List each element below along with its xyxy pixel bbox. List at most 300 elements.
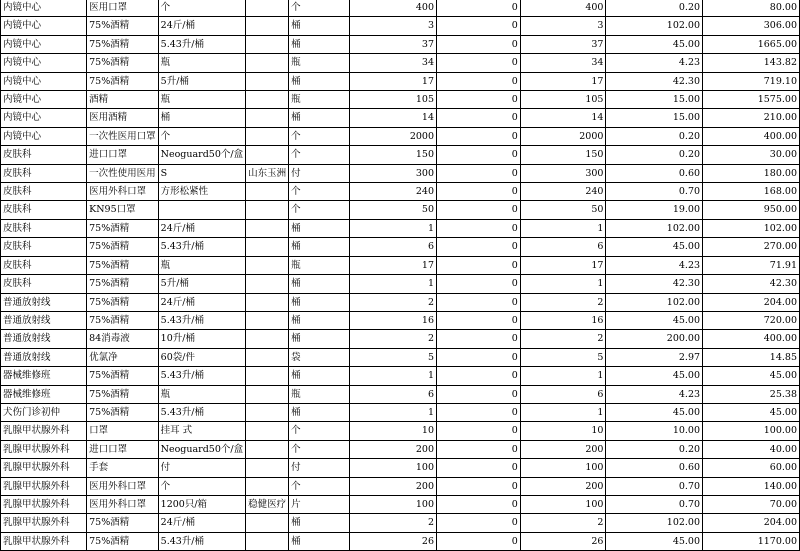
cell-quantity-out[interactable]: 0	[437, 0, 521, 17]
cell-department[interactable]: 乳腺甲状腺外科	[1, 532, 87, 550]
cell-quantity-in[interactable]: 200	[350, 477, 437, 495]
cell-unit[interactable]: 个	[289, 440, 350, 458]
cell-amount[interactable]: 719.10	[703, 72, 800, 90]
cell-quantity-out[interactable]: 0	[437, 403, 521, 421]
table-row[interactable]	[1, 109, 800, 127]
cell-supplier[interactable]	[246, 440, 289, 458]
cell-balance[interactable]: 200	[520, 477, 606, 495]
cell-item-name[interactable]: 75%酒精	[87, 514, 159, 532]
cell-unit-price[interactable]: 0.70	[606, 495, 703, 513]
cell-spec[interactable]: Neoguard50个/盒	[158, 440, 245, 458]
cell-department[interactable]: 器械维修班	[1, 385, 87, 403]
cell-supplier[interactable]	[246, 385, 289, 403]
cell-unit[interactable]: 个	[289, 183, 350, 201]
cell-balance[interactable]: 2000	[520, 127, 606, 145]
cell-spec[interactable]: 瓶	[158, 54, 245, 72]
cell-amount[interactable]: 1665.00	[703, 35, 800, 53]
cell-unit-price[interactable]: 45.00	[606, 311, 703, 329]
cell-balance[interactable]: 200	[520, 440, 606, 458]
cell-unit-price[interactable]: 42.30	[606, 275, 703, 293]
cell-quantity-out[interactable]: 0	[437, 183, 521, 201]
cell-supplier[interactable]	[246, 293, 289, 311]
cell-amount[interactable]: 25.38	[703, 385, 800, 403]
cell-unit[interactable]: 付	[289, 164, 350, 182]
cell-unit-price[interactable]: 45.00	[606, 35, 703, 53]
cell-unit-price[interactable]: 45.00	[606, 532, 703, 550]
cell-balance[interactable]: 34	[520, 54, 606, 72]
cell-amount[interactable]: 70.00	[703, 495, 800, 513]
cell-amount[interactable]: 143.82	[703, 54, 800, 72]
table-row[interactable]	[1, 127, 800, 145]
cell-item-name[interactable]: 口罩	[87, 422, 159, 440]
cell-balance[interactable]: 26	[520, 532, 606, 550]
cell-supplier[interactable]: 山东玉洲	[246, 164, 289, 182]
cell-item-name[interactable]: 84消毒液	[87, 330, 159, 348]
cell-unit[interactable]: 桶	[289, 330, 350, 348]
cell-supplier[interactable]	[246, 477, 289, 495]
cell-spec[interactable]: 挂耳 式	[158, 422, 245, 440]
cell-unit[interactable]: 瓶	[289, 385, 350, 403]
cell-unit[interactable]: 个	[289, 201, 350, 219]
cell-quantity-in[interactable]: 6	[350, 238, 437, 256]
cell-unit-price[interactable]: 42.30	[606, 72, 703, 90]
cell-item-name[interactable]: 75%酒精	[87, 17, 159, 35]
cell-unit[interactable]: 桶	[289, 72, 350, 90]
cell-department[interactable]: 皮肤科	[1, 256, 87, 274]
cell-unit[interactable]: 瓶	[289, 54, 350, 72]
table-row[interactable]	[1, 275, 800, 293]
cell-supplier[interactable]	[246, 422, 289, 440]
cell-item-name[interactable]: 一次性医用口罩	[87, 127, 159, 145]
cell-quantity-in[interactable]: 34	[350, 54, 437, 72]
cell-quantity-out[interactable]: 0	[437, 256, 521, 274]
table-row[interactable]	[1, 0, 800, 17]
cell-quantity-out[interactable]: 0	[437, 495, 521, 513]
cell-balance[interactable]: 100	[520, 459, 606, 477]
cell-quantity-out[interactable]: 0	[437, 293, 521, 311]
cell-department[interactable]: 内镜中心	[1, 127, 87, 145]
cell-department[interactable]: 乳腺甲状腺外科	[1, 422, 87, 440]
cell-quantity-out[interactable]: 0	[437, 422, 521, 440]
cell-amount[interactable]: 140.00	[703, 477, 800, 495]
cell-quantity-out[interactable]: 0	[437, 146, 521, 164]
cell-unit[interactable]: 桶	[289, 367, 350, 385]
table-row[interactable]	[1, 35, 800, 53]
cell-item-name[interactable]: 75%酒精	[87, 311, 159, 329]
cell-quantity-in[interactable]: 3	[350, 17, 437, 35]
cell-quantity-out[interactable]: 0	[437, 201, 521, 219]
cell-quantity-in[interactable]: 5	[350, 348, 437, 366]
cell-supplier[interactable]	[246, 238, 289, 256]
cell-item-name[interactable]: 75%酒精	[87, 35, 159, 53]
cell-spec[interactable]: 瓶	[158, 91, 245, 109]
cell-quantity-in[interactable]: 6	[350, 385, 437, 403]
cell-balance[interactable]: 17	[520, 256, 606, 274]
cell-supplier[interactable]	[246, 219, 289, 237]
cell-spec[interactable]: 5升/桶	[158, 275, 245, 293]
cell-department[interactable]: 内镜中心	[1, 91, 87, 109]
table-row[interactable]	[1, 514, 800, 532]
cell-supplier[interactable]	[246, 348, 289, 366]
cell-department[interactable]: 乳腺甲状腺外科	[1, 514, 87, 532]
cell-spec[interactable]: 5.43升/桶	[158, 311, 245, 329]
cell-unit-price[interactable]: 0.70	[606, 183, 703, 201]
cell-item-name[interactable]: 75%酒精	[87, 275, 159, 293]
cell-spec[interactable]: 个	[158, 477, 245, 495]
cell-item-name[interactable]: 75%酒精	[87, 72, 159, 90]
cell-department[interactable]: 皮肤科	[1, 275, 87, 293]
table-row[interactable]	[1, 54, 800, 72]
cell-item-name[interactable]: 75%酒精	[87, 293, 159, 311]
cell-department[interactable]: 皮肤科	[1, 146, 87, 164]
cell-amount[interactable]: 100.00	[703, 422, 800, 440]
cell-spec[interactable]: 24斤/桶	[158, 514, 245, 532]
cell-spec[interactable]: 5.43升/桶	[158, 403, 245, 421]
cell-item-name[interactable]: 75%酒精	[87, 367, 159, 385]
cell-spec[interactable]: 24斤/桶	[158, 219, 245, 237]
cell-quantity-out[interactable]: 0	[437, 385, 521, 403]
cell-item-name[interactable]: 医用外科口罩	[87, 495, 159, 513]
table-row[interactable]	[1, 311, 800, 329]
cell-quantity-out[interactable]: 0	[437, 17, 521, 35]
table-row[interactable]	[1, 477, 800, 495]
cell-item-name[interactable]: 75%酒精	[87, 256, 159, 274]
cell-amount[interactable]: 180.00	[703, 164, 800, 182]
cell-quantity-in[interactable]: 300	[350, 164, 437, 182]
cell-unit-price[interactable]: 4.23	[606, 256, 703, 274]
cell-unit-price[interactable]: 45.00	[606, 403, 703, 421]
cell-unit-price[interactable]: 102.00	[606, 17, 703, 35]
cell-spec[interactable]: Neoguard50个/盒	[158, 146, 245, 164]
cell-item-name[interactable]: 75%酒精	[87, 219, 159, 237]
cell-spec[interactable]: 5.43升/桶	[158, 35, 245, 53]
cell-department[interactable]: 内镜中心	[1, 35, 87, 53]
cell-spec[interactable]: 5.43升/桶	[158, 367, 245, 385]
cell-balance[interactable]: 6	[520, 238, 606, 256]
cell-spec[interactable]: 个	[158, 0, 245, 17]
cell-department[interactable]: 内镜中心	[1, 0, 87, 17]
table-row[interactable]	[1, 293, 800, 311]
cell-unit-price[interactable]: 0.60	[606, 459, 703, 477]
cell-balance[interactable]: 50	[520, 201, 606, 219]
cell-amount[interactable]: 720.00	[703, 311, 800, 329]
cell-department[interactable]: 普通放射线	[1, 348, 87, 366]
cell-supplier[interactable]	[246, 35, 289, 53]
cell-unit-price[interactable]: 15.00	[606, 91, 703, 109]
cell-unit[interactable]: 个	[289, 477, 350, 495]
table-row[interactable]	[1, 256, 800, 274]
cell-supplier[interactable]	[246, 17, 289, 35]
table-row[interactable]	[1, 91, 800, 109]
cell-unit[interactable]: 片	[289, 495, 350, 513]
cell-unit-price[interactable]: 19.00	[606, 201, 703, 219]
cell-amount[interactable]: 42.30	[703, 275, 800, 293]
table-row[interactable]	[1, 367, 800, 385]
cell-unit[interactable]: 桶	[289, 17, 350, 35]
cell-balance[interactable]: 16	[520, 311, 606, 329]
cell-item-name[interactable]: 医用酒精	[87, 109, 159, 127]
cell-supplier[interactable]	[246, 0, 289, 17]
cell-balance[interactable]: 3	[520, 17, 606, 35]
cell-quantity-in[interactable]: 1	[350, 275, 437, 293]
cell-unit-price[interactable]: 15.00	[606, 109, 703, 127]
cell-amount[interactable]: 400.00	[703, 127, 800, 145]
cell-spec[interactable]: 桶	[158, 109, 245, 127]
cell-balance[interactable]: 14	[520, 109, 606, 127]
cell-quantity-out[interactable]: 0	[437, 330, 521, 348]
cell-supplier[interactable]	[246, 275, 289, 293]
cell-balance[interactable]: 2	[520, 330, 606, 348]
cell-department[interactable]: 内镜中心	[1, 17, 87, 35]
table-row[interactable]	[1, 164, 800, 182]
cell-quantity-out[interactable]: 0	[437, 127, 521, 145]
cell-spec[interactable]: 24斤/桶	[158, 293, 245, 311]
cell-department[interactable]: 皮肤科	[1, 219, 87, 237]
cell-balance[interactable]: 2	[520, 514, 606, 532]
cell-balance[interactable]: 2	[520, 293, 606, 311]
cell-spec[interactable]: 24斤/桶	[158, 17, 245, 35]
cell-supplier[interactable]	[246, 459, 289, 477]
cell-balance[interactable]: 400	[520, 0, 606, 17]
cell-quantity-out[interactable]: 0	[437, 219, 521, 237]
cell-supplier[interactable]	[246, 72, 289, 90]
cell-supplier[interactable]	[246, 330, 289, 348]
cell-amount[interactable]: 80.00	[703, 0, 800, 17]
table-row[interactable]	[1, 238, 800, 256]
cell-unit[interactable]: 桶	[289, 293, 350, 311]
cell-balance[interactable]: 240	[520, 183, 606, 201]
cell-quantity-in[interactable]: 1	[350, 219, 437, 237]
table-row[interactable]	[1, 330, 800, 348]
cell-quantity-out[interactable]: 0	[437, 532, 521, 550]
cell-unit-price[interactable]: 0.20	[606, 440, 703, 458]
cell-quantity-out[interactable]: 0	[437, 72, 521, 90]
cell-unit-price[interactable]: 200.00	[606, 330, 703, 348]
cell-quantity-in[interactable]: 200	[350, 440, 437, 458]
cell-unit[interactable]: 桶	[289, 532, 350, 550]
cell-item-name[interactable]: KN95口罩	[87, 201, 159, 219]
cell-supplier[interactable]	[246, 532, 289, 550]
cell-supplier[interactable]	[246, 91, 289, 109]
cell-amount[interactable]: 45.00	[703, 367, 800, 385]
cell-amount[interactable]: 270.00	[703, 238, 800, 256]
cell-quantity-in[interactable]: 17	[350, 256, 437, 274]
table-row[interactable]	[1, 146, 800, 164]
cell-amount[interactable]: 306.00	[703, 17, 800, 35]
cell-balance[interactable]: 1	[520, 219, 606, 237]
table-row[interactable]	[1, 495, 800, 513]
cell-balance[interactable]: 105	[520, 91, 606, 109]
table-row[interactable]	[1, 183, 800, 201]
cell-item-name[interactable]: 医用外科口罩	[87, 477, 159, 495]
cell-unit-price[interactable]: 0.20	[606, 0, 703, 17]
cell-supplier[interactable]	[246, 514, 289, 532]
cell-spec[interactable]: 5升/桶	[158, 72, 245, 90]
cell-unit[interactable]: 瓶	[289, 91, 350, 109]
cell-quantity-in[interactable]: 2	[350, 293, 437, 311]
cell-spec[interactable]: 10升/桶	[158, 330, 245, 348]
cell-amount[interactable]: 40.00	[703, 440, 800, 458]
cell-balance[interactable]: 1	[520, 403, 606, 421]
cell-balance[interactable]: 1	[520, 275, 606, 293]
cell-unit-price[interactable]: 102.00	[606, 293, 703, 311]
cell-balance[interactable]: 37	[520, 35, 606, 53]
cell-quantity-out[interactable]: 0	[437, 275, 521, 293]
cell-unit[interactable]: 桶	[289, 109, 350, 127]
cell-item-name[interactable]: 75%酒精	[87, 385, 159, 403]
cell-item-name[interactable]: 酒精	[87, 91, 159, 109]
cell-unit[interactable]: 个	[289, 127, 350, 145]
cell-department[interactable]: 犬伤门诊初仲	[1, 403, 87, 421]
cell-supplier[interactable]	[246, 311, 289, 329]
cell-spec[interactable]: 个	[158, 127, 245, 145]
cell-item-name[interactable]: 75%酒精	[87, 54, 159, 72]
table-row[interactable]	[1, 219, 800, 237]
cell-spec[interactable]: S	[158, 164, 245, 182]
cell-unit-price[interactable]: 0.20	[606, 127, 703, 145]
table-row[interactable]	[1, 422, 800, 440]
cell-quantity-in[interactable]: 14	[350, 109, 437, 127]
cell-amount[interactable]: 45.00	[703, 403, 800, 421]
cell-item-name[interactable]: 75%酒精	[87, 403, 159, 421]
cell-unit-price[interactable]: 45.00	[606, 367, 703, 385]
cell-unit-price[interactable]: 102.00	[606, 219, 703, 237]
cell-supplier[interactable]	[246, 127, 289, 145]
cell-item-name[interactable]: 一次性使用医用	[87, 164, 159, 182]
cell-amount[interactable]: 204.00	[703, 514, 800, 532]
cell-amount[interactable]: 210.00	[703, 109, 800, 127]
cell-quantity-in[interactable]: 100	[350, 495, 437, 513]
cell-quantity-out[interactable]: 0	[437, 109, 521, 127]
table-row[interactable]	[1, 348, 800, 366]
cell-supplier[interactable]	[246, 146, 289, 164]
cell-item-name[interactable]: 75%酒精	[87, 532, 159, 550]
cell-quantity-in[interactable]: 105	[350, 91, 437, 109]
cell-quantity-in[interactable]: 100	[350, 459, 437, 477]
cell-item-name[interactable]: 医用外科口罩	[87, 183, 159, 201]
cell-department[interactable]: 乳腺甲状腺外科	[1, 495, 87, 513]
cell-spec[interactable]: 付	[158, 459, 245, 477]
cell-quantity-in[interactable]: 2	[350, 514, 437, 532]
cell-department[interactable]: 皮肤科	[1, 164, 87, 182]
cell-quantity-out[interactable]: 0	[437, 311, 521, 329]
cell-unit[interactable]: 桶	[289, 219, 350, 237]
cell-quantity-out[interactable]: 0	[437, 367, 521, 385]
cell-spec[interactable]	[158, 201, 245, 219]
cell-unit-price[interactable]: 0.60	[606, 164, 703, 182]
cell-department[interactable]: 普通放射线	[1, 293, 87, 311]
cell-amount[interactable]: 14.85	[703, 348, 800, 366]
cell-department[interactable]: 皮肤科	[1, 183, 87, 201]
cell-amount[interactable]: 30.00	[703, 146, 800, 164]
cell-department[interactable]: 内镜中心	[1, 72, 87, 90]
cell-unit[interactable]: 桶	[289, 311, 350, 329]
cell-item-name[interactable]: 医用口罩	[87, 0, 159, 17]
cell-unit-price[interactable]: 45.00	[606, 238, 703, 256]
cell-quantity-in[interactable]: 26	[350, 532, 437, 550]
cell-unit-price[interactable]: 0.70	[606, 477, 703, 495]
cell-unit[interactable]: 个	[289, 0, 350, 17]
cell-quantity-out[interactable]: 0	[437, 477, 521, 495]
cell-quantity-in[interactable]: 17	[350, 72, 437, 90]
cell-department[interactable]: 乳腺甲状腺外科	[1, 477, 87, 495]
cell-unit-price[interactable]: 4.23	[606, 385, 703, 403]
cell-balance[interactable]: 6	[520, 385, 606, 403]
cell-unit[interactable]: 桶	[289, 403, 350, 421]
cell-supplier[interactable]	[246, 183, 289, 201]
cell-unit[interactable]: 桶	[289, 35, 350, 53]
cell-item-name[interactable]: 手套	[87, 459, 159, 477]
cell-quantity-in[interactable]: 2	[350, 330, 437, 348]
cell-quantity-out[interactable]: 0	[437, 459, 521, 477]
cell-spec[interactable]: 1200只/箱	[158, 495, 245, 513]
cell-item-name[interactable]: 优氯净	[87, 348, 159, 366]
cell-department[interactable]: 器械维修班	[1, 367, 87, 385]
cell-unit-price[interactable]: 102.00	[606, 514, 703, 532]
cell-department[interactable]: 内镜中心	[1, 109, 87, 127]
cell-quantity-in[interactable]: 16	[350, 311, 437, 329]
cell-supplier[interactable]: 稳健医疗	[246, 495, 289, 513]
cell-unit-price[interactable]: 0.20	[606, 146, 703, 164]
cell-unit-price[interactable]: 10.00	[606, 422, 703, 440]
cell-unit-price[interactable]: 2.97	[606, 348, 703, 366]
cell-balance[interactable]: 300	[520, 164, 606, 182]
cell-amount[interactable]: 1575.00	[703, 91, 800, 109]
cell-unit[interactable]: 瓶	[289, 256, 350, 274]
table-row[interactable]	[1, 201, 800, 219]
cell-spec[interactable]: 方形松紧性	[158, 183, 245, 201]
cell-quantity-in[interactable]: 1	[350, 367, 437, 385]
cell-quantity-in[interactable]: 37	[350, 35, 437, 53]
cell-balance[interactable]: 150	[520, 146, 606, 164]
cell-quantity-in[interactable]: 10	[350, 422, 437, 440]
cell-supplier[interactable]	[246, 54, 289, 72]
cell-quantity-out[interactable]: 0	[437, 35, 521, 53]
cell-spec[interactable]: 5.43升/桶	[158, 532, 245, 550]
cell-unit[interactable]: 付	[289, 459, 350, 477]
cell-supplier[interactable]	[246, 367, 289, 385]
cell-quantity-out[interactable]: 0	[437, 91, 521, 109]
cell-balance[interactable]: 17	[520, 72, 606, 90]
cell-quantity-out[interactable]: 0	[437, 440, 521, 458]
cell-item-name[interactable]: 75%酒精	[87, 238, 159, 256]
cell-quantity-in[interactable]: 2000	[350, 127, 437, 145]
cell-unit[interactable]: 桶	[289, 238, 350, 256]
cell-spec[interactable]: 瓶	[158, 256, 245, 274]
cell-unit[interactable]: 桶	[289, 514, 350, 532]
table-row[interactable]	[1, 440, 800, 458]
cell-spec[interactable]: 5.43升/桶	[158, 238, 245, 256]
table-row[interactable]	[1, 17, 800, 35]
table-row[interactable]	[1, 459, 800, 477]
table-row[interactable]	[1, 532, 800, 550]
cell-balance[interactable]: 100	[520, 495, 606, 513]
cell-balance[interactable]: 10	[520, 422, 606, 440]
cell-quantity-in[interactable]: 50	[350, 201, 437, 219]
table-row[interactable]	[1, 403, 800, 421]
cell-supplier[interactable]	[246, 201, 289, 219]
cell-item-name[interactable]: 进口口罩	[87, 146, 159, 164]
cell-unit[interactable]: 袋	[289, 348, 350, 366]
cell-quantity-in[interactable]: 400	[350, 0, 437, 17]
cell-amount[interactable]: 60.00	[703, 459, 800, 477]
cell-quantity-out[interactable]: 0	[437, 54, 521, 72]
cell-supplier[interactable]	[246, 109, 289, 127]
cell-balance[interactable]: 5	[520, 348, 606, 366]
cell-quantity-out[interactable]: 0	[437, 164, 521, 182]
cell-quantity-in[interactable]: 150	[350, 146, 437, 164]
cell-amount[interactable]: 168.00	[703, 183, 800, 201]
